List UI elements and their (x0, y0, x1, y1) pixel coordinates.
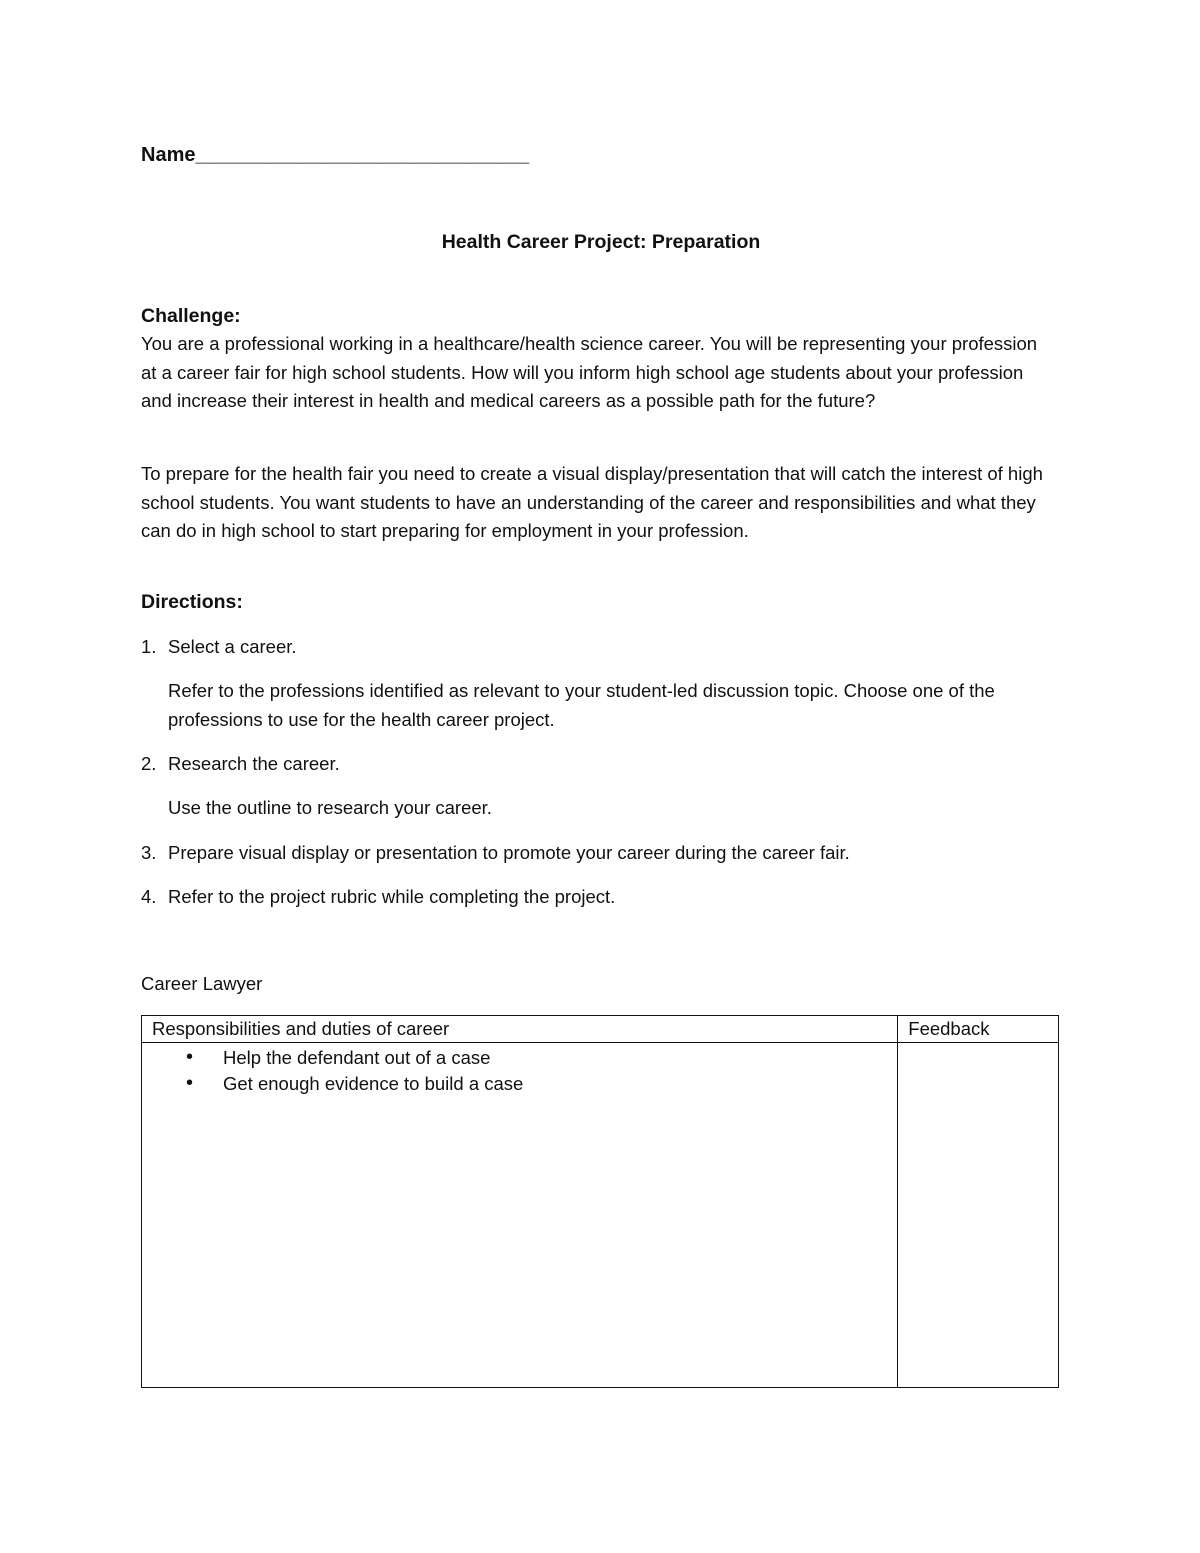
page-title: Health Career Project: Preparation (441, 231, 761, 253)
challenge-paragraph-2: To prepare for the health fair you need to create a visual display/presentation that will catch the interest of high school students. You want students to have an understanding of the career and responsibilities and what they can do in high school to start preparing for employment in your profession. (141, 463, 1043, 541)
list-item-text: Research the career. (168, 753, 340, 774)
challenge-heading: Challenge: (141, 305, 241, 327)
list-item-text: Select a career. (168, 636, 297, 657)
direction-item-2-detail: Use the outline to research your career. (168, 797, 492, 818)
direction-item-1 (141, 633, 1056, 662)
list-number: 4. (141, 886, 157, 907)
direction-item-1-detail: Refer to the professions identified as relevant to your student-led discussion topic. Choose one of the professions to use for the health career project. (168, 680, 995, 730)
list-number: 1. (141, 636, 157, 657)
responsibilities-list (152, 1043, 887, 1096)
responsibility-text: Help the defendant out of a case (223, 1047, 491, 1068)
challenge-paragraph-1: You are a professional working in a healthcare/health science career. You will be representing your profession at a career fair for high school students. How will you inform high school age students about your profession and increase their interest in health and medical careers as a possible path for the future? (141, 333, 1038, 411)
career-table (141, 1015, 1059, 1388)
list-item (152, 1071, 887, 1097)
direction-item-2 (141, 750, 1056, 779)
name-field-line: Name______________________________ (141, 144, 530, 166)
bullet-icon: • (186, 1071, 194, 1094)
feedback-cell[interactable] (898, 1043, 1059, 1388)
list-number: 2. (141, 753, 157, 774)
career-label: Career Lawyer (141, 973, 263, 994)
list-item-text: Refer to the project rubric while completing the project. (168, 886, 616, 907)
worksheet-page (141, 0, 1061, 1553)
directions-heading: Directions: (141, 591, 243, 613)
responsibilities-header: Responsibilities and duties of career (142, 1016, 898, 1043)
list-number: 3. (141, 842, 157, 863)
table-row (142, 1043, 1059, 1388)
responsibilities-cell[interactable] (142, 1043, 898, 1388)
direction-item-4 (141, 883, 1056, 912)
responsibility-text: Get enough evidence to build a case (223, 1072, 524, 1094)
list-item-text: Prepare visual display or presentation to promote your career during the career fair. (168, 842, 850, 863)
table-header-row (142, 1016, 1059, 1043)
list-item (152, 1045, 887, 1071)
direction-item-3 (141, 839, 1056, 868)
bullet-icon: • (186, 1046, 194, 1068)
feedback-header: Feedback (898, 1016, 1059, 1043)
